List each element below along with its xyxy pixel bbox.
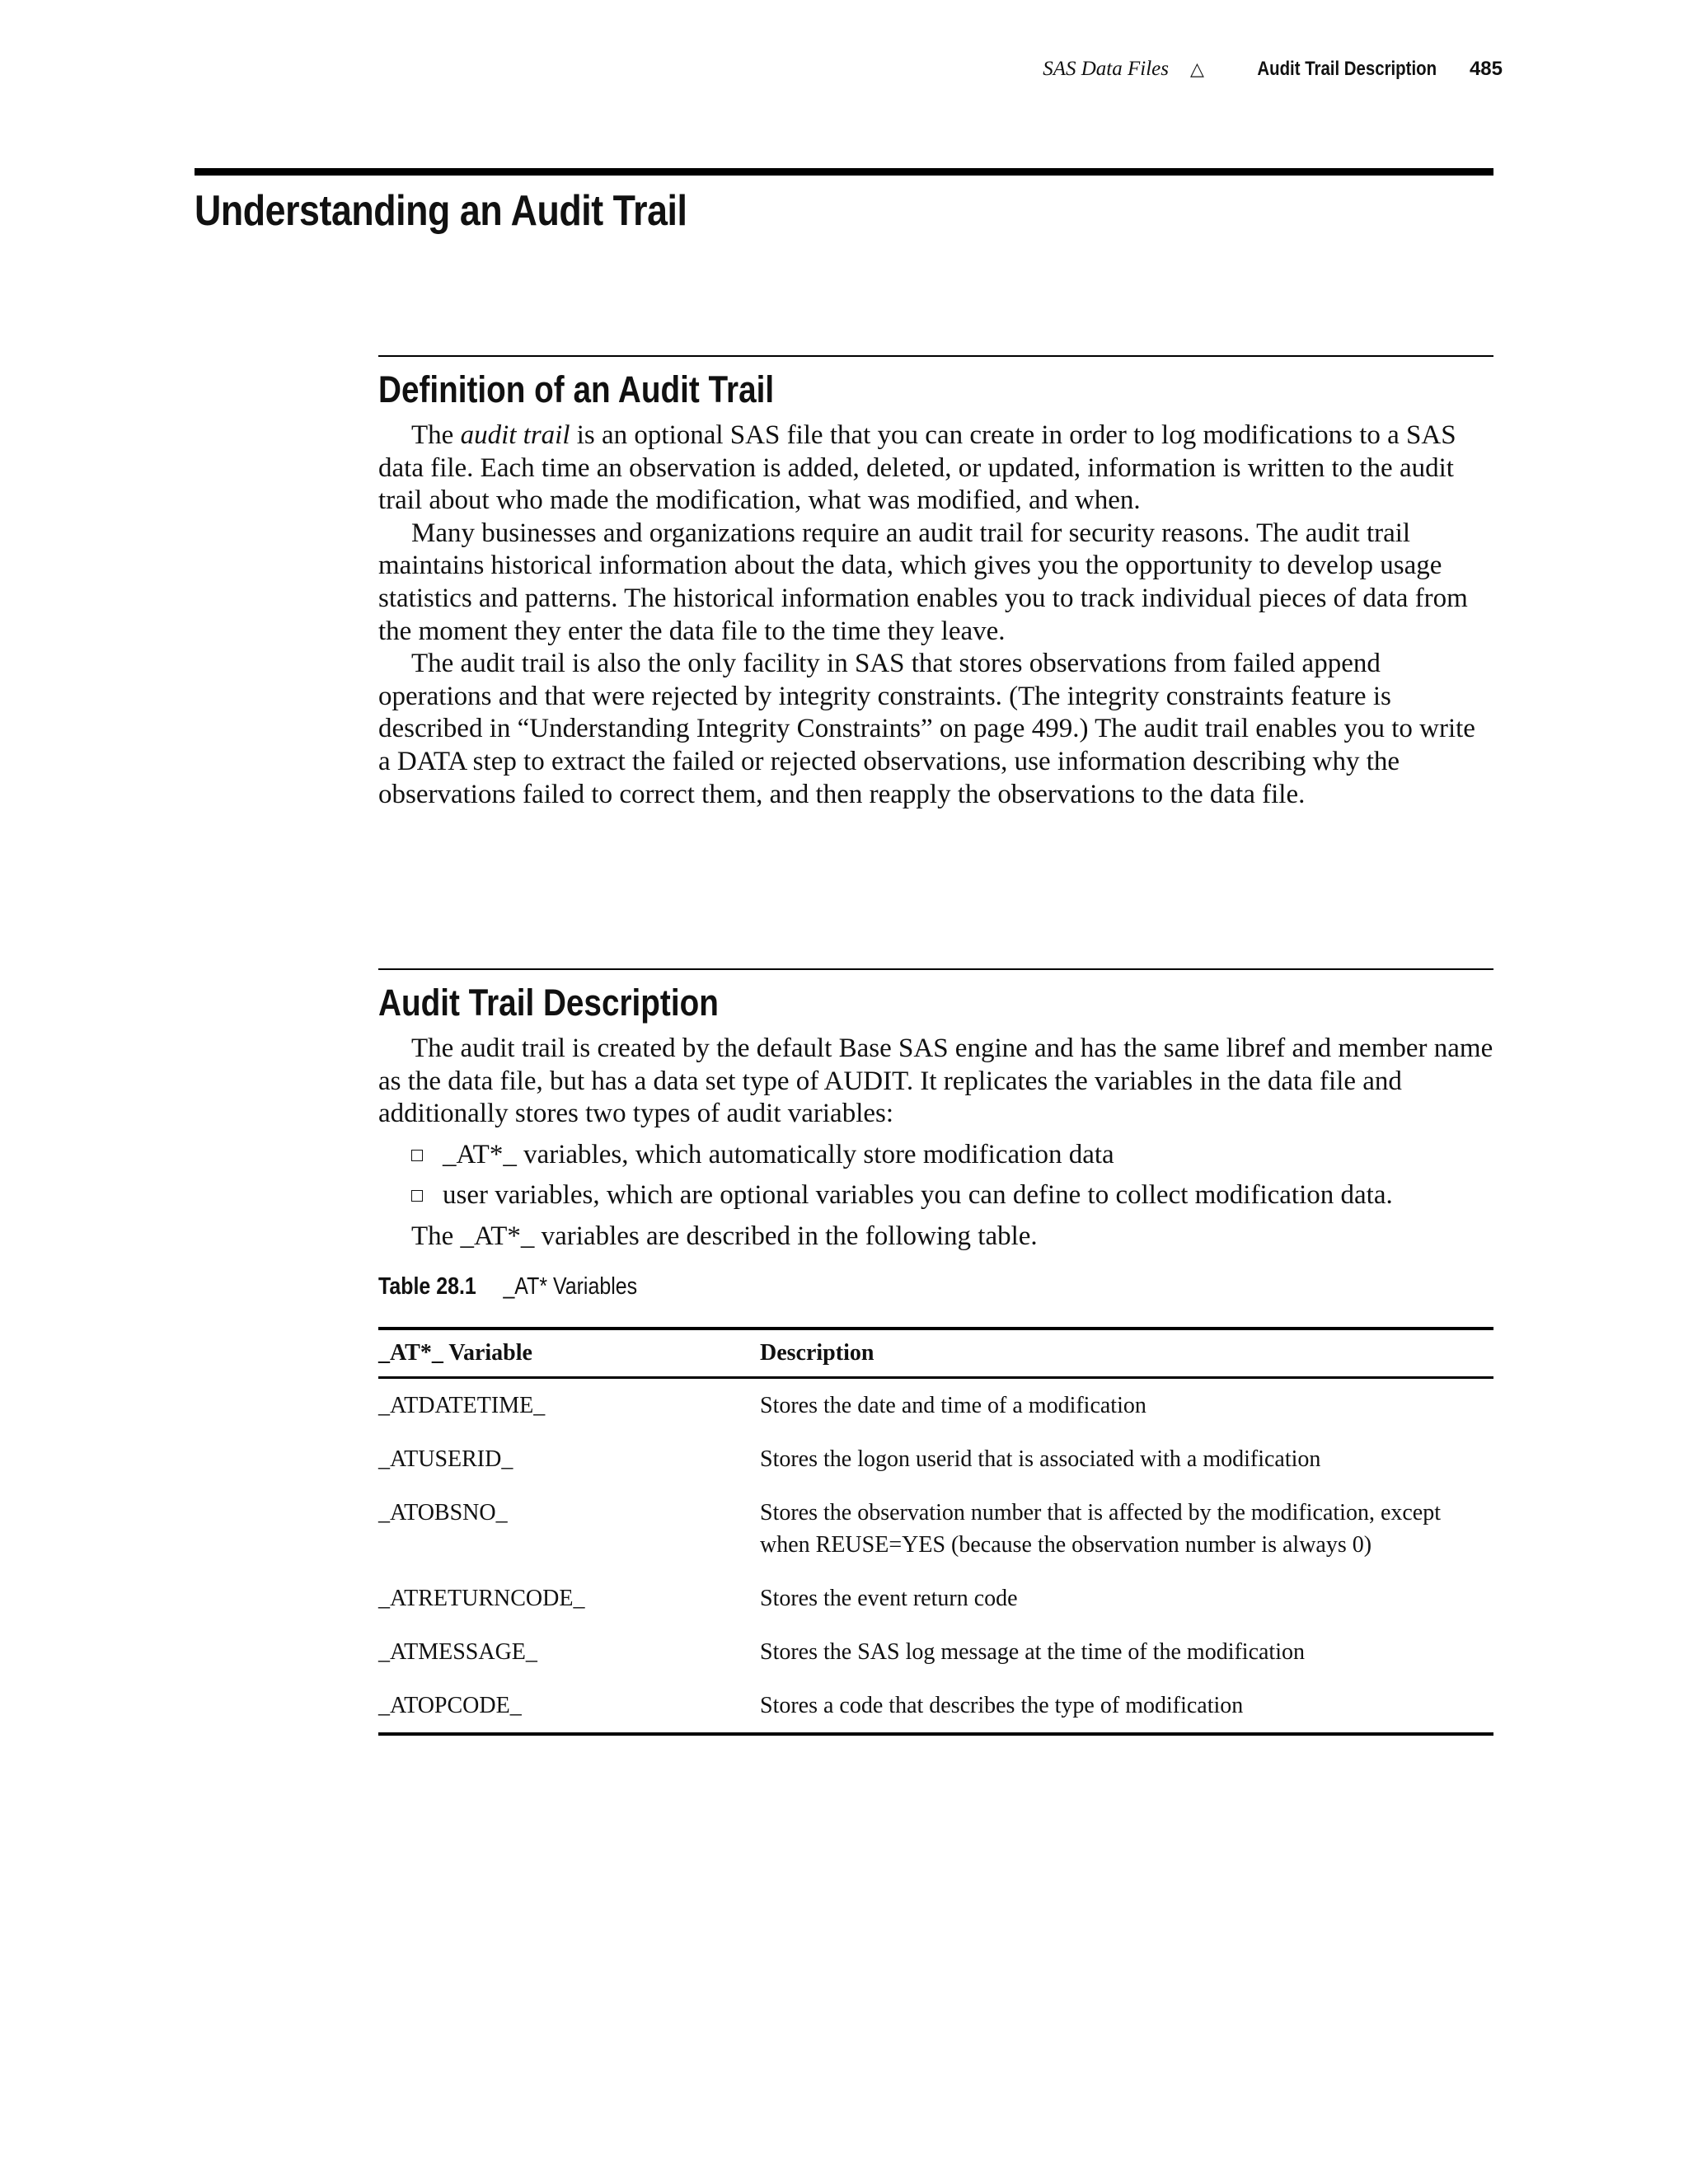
definition-term: audit trail (460, 420, 570, 450)
description-cell: Stores a code that describes the type of modification (760, 1692, 1244, 1718)
section-title-description: Audit Trail Description (378, 982, 719, 1024)
variable-cell: _ATUSERID_ (378, 1446, 513, 1472)
list-item-text: _AT*_ variables, which automatically store modification data (443, 1139, 1114, 1169)
description-cell: Stores the date and time of a modification (760, 1392, 1146, 1418)
list-item (378, 1139, 1493, 1172)
definition-paragraph-3: The audit trail is also the only facility in SAS that stores observations from failed append operations and that were rejected by integrity constraints. (The integrity constraints feature is described in “Understanding Integrity Constraints” on page 499.) The audit trail enables you to write a DATA step to extract the failed or rejected observations, use information describing why the observations failed to correct them, and then reapply the observations to the data file. (378, 649, 1475, 809)
list-item-text: user variables, which are optional variables you can define to collect modification data. (443, 1180, 1393, 1211)
square-bullet-icon (411, 1150, 423, 1161)
table-header-row (378, 1329, 1493, 1378)
variable-cell: _ATRETURNCODE_ (378, 1585, 585, 1611)
description-cell: Stores the logon userid that is associated with a modification (760, 1446, 1321, 1472)
table-number: Table 28.1 (378, 1272, 476, 1300)
page-number: 485 (1469, 58, 1503, 80)
definition-section (378, 355, 1493, 811)
square-bullet-icon (411, 1190, 423, 1202)
table-row (378, 1679, 1493, 1734)
description-paragraph-1: The audit trail is created by the default Base SAS engine and has the same libref and member name as the data file, but has a data set type of AUDIT. It replicates the variables in the data file and additionally stores two types of audit variables: (378, 1033, 1493, 1129)
section-rule (378, 968, 1493, 970)
at-variables-table-wrapper (378, 1327, 1493, 1736)
table-row (378, 1625, 1493, 1679)
audit-variable-types-list (378, 1139, 1493, 1212)
running-head-title: Audit Trail Description (1257, 58, 1437, 80)
description-section (378, 968, 1493, 1736)
column-header-variable: _AT*_ Variable (378, 1339, 532, 1366)
description-cell: Stores the event return code (760, 1585, 1018, 1611)
definition-p1-rest: is an optional SAS file that you can create in order to log modifications to a SAS data file. Each time an observation is added, deleted, or updated, information is written to the audit trail about who made the modification, what was modified, and when. (378, 420, 1456, 516)
running-head (1043, 58, 1503, 81)
column-header-description: Description (760, 1339, 874, 1366)
table-row (378, 1486, 1493, 1572)
description-cell: Stores the observation number that is affected by the modification, except when REUSE=YES (because the observation number is always 0) (760, 1499, 1442, 1558)
table-row (378, 1377, 1493, 1432)
chapter-rule (195, 168, 1493, 176)
at-variables-table (378, 1327, 1493, 1736)
table-row (378, 1432, 1493, 1486)
description-cell: Stores the SAS log message at the time of the modification (760, 1638, 1305, 1665)
chapter-title: Understanding an Audit Trail (195, 187, 687, 235)
variable-cell: _ATOBSNO_ (378, 1499, 508, 1526)
definition-paragraph-2: Many businesses and organizations require an audit trail for security reasons. The audit trail maintains historical information about the data, which gives you the opportunity to develop usage statistics and patterns. The historical information enables you to track individual pieces of data from the moment they enter the data file to the time they leave. (378, 518, 1468, 646)
definition-paragraph-1 (378, 419, 1493, 518)
running-head-section: SAS Data Files (1043, 58, 1169, 80)
variable-cell: _ATOPCODE_ (378, 1692, 522, 1718)
table-caption (378, 1273, 1338, 1301)
definition-p1-lead: The (411, 420, 461, 450)
list-item (378, 1179, 1493, 1212)
description-paragraph-2: The _AT*_ variables are described in the following table. (411, 1221, 1038, 1251)
section-title-definition: Definition of an Audit Trail (378, 368, 775, 410)
section-rule (378, 355, 1493, 357)
triangle-icon: △ (1190, 59, 1204, 80)
variable-cell: _ATDATETIME_ (378, 1392, 546, 1418)
table-caption-title: _AT* Variables (503, 1272, 638, 1300)
variable-cell: _ATMESSAGE_ (378, 1638, 537, 1665)
table-row (378, 1572, 1493, 1625)
